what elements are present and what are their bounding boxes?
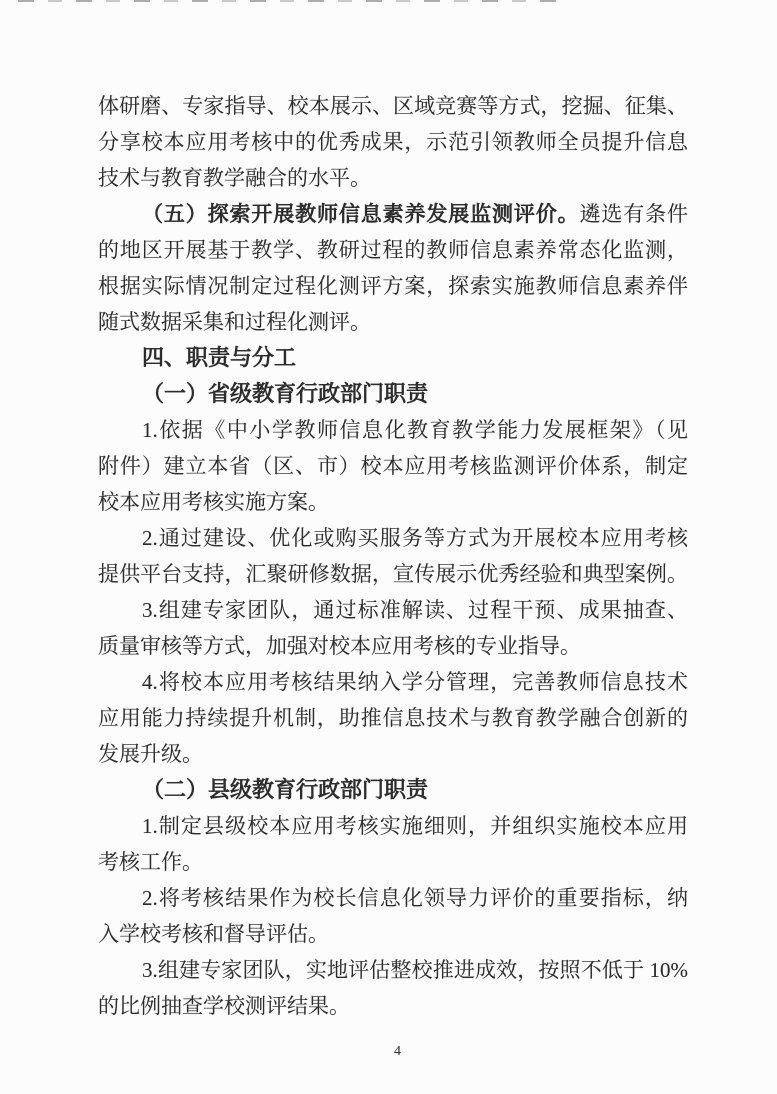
- body-line: 提供平台支持，汇聚研修数据，宣传展示优秀经验和典型案例。: [98, 562, 688, 586]
- page-number: 4: [394, 1044, 401, 1059]
- numbered-item-line: 3.组建专家团队，实地评估整校推进成效，按照不低于 10%: [142, 958, 688, 982]
- numbered-item-line: 2.将考核结果作为校长信息化领导力评价的重要指标，纳: [142, 886, 688, 910]
- body-line: 随式数据采集和过程化测评。: [98, 310, 371, 334]
- numbered-item-line: 1.依据《中小学教师信息化教育教学能力发展框架》（见: [142, 418, 688, 442]
- body-line: 的比例抽查学校测评结果。: [98, 994, 350, 1018]
- body-line: 应用能力持续提升机制，助推信息技术与教育教学融合创新的: [98, 706, 688, 730]
- subsection-heading-county: （二）县级教育行政部门职责: [142, 777, 429, 802]
- body-line: 体研磨、专家指导、校本展示、区域竞赛等方式，挖掘、征集、: [98, 94, 688, 118]
- document-text-block: [98, 88, 688, 1024]
- subsection-heading-provincial: （一）省级教育行政部门职责: [142, 381, 429, 406]
- body-line: 发展升级。: [98, 742, 203, 766]
- bold-clause-heading: （五）探索开展教师信息素养发展监测评价。: [142, 202, 580, 226]
- body-line: 考核工作。: [98, 850, 203, 874]
- body-line: 根据实际情况制定过程化测评方案，探索实施教师信息素养伴: [98, 274, 688, 298]
- body-line: 的地区开展基于教学、教研过程的教师信息素养常态化监测，: [98, 238, 688, 262]
- body-line: 附件）建立本省（区、市）校本应用考核监测评价体系，制定: [98, 454, 688, 478]
- numbered-item-line: 4.将校本应用考核结果纳入学分管理，完善教师信息技术: [142, 670, 688, 694]
- body-line: 分享校本应用考核中的优秀成果，示范引领教师全员提升信息: [98, 130, 688, 154]
- body-line: 校本应用考核实施方案。: [98, 490, 329, 514]
- scan-artifact-line: [18, 0, 563, 2]
- body-line: 质量审核等方式，加强对校本应用考核的专业指导。: [98, 634, 581, 658]
- body-line: 入学校考核和督导评估。: [98, 922, 329, 946]
- body-line-with-bold-lead: [98, 196, 688, 232]
- body-line: 技术与教育教学融合的水平。: [98, 166, 371, 190]
- numbered-item-line: 3.组建专家团队，通过标准解读、过程干预、成果抽查、: [142, 598, 688, 622]
- numbered-item-line: 1.制定县级校本应用考核实施细则，并组织实施校本应用: [142, 814, 688, 838]
- numbered-item-line: 2.通过建设、优化或购买服务等方式为开展校本应用考核: [142, 526, 688, 550]
- section-heading-duties: 四、职责与分工: [142, 345, 297, 370]
- body-line-text: 遴选有条件: [579, 202, 688, 226]
